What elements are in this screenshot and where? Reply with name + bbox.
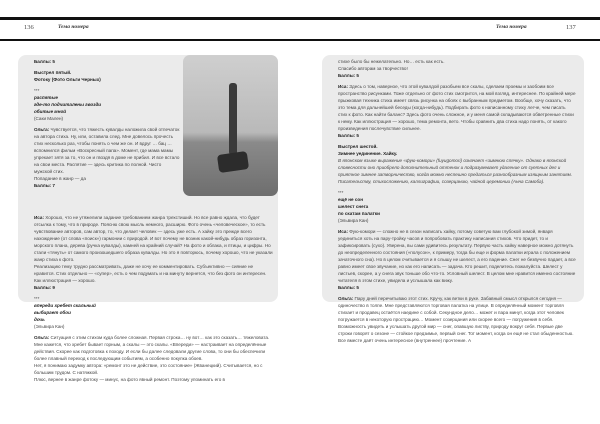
review-text: Первые две строки говорят о сезоне — стойкое предзимье, первый снег. Тот момент, когда он ещё не стал обыденностью. Все вместе даёт очень интересное (внутреннее) прочтение. А bbox=[338, 324, 574, 343]
review-text: Первую часть хайку наверное можно дотянуть до неопределенного состояния («полусон», к примеру, тогда бы еще и форма палатки играла с положением зачаточного сна). Но в целом считывается и я слышу не шелест, а его падение. Снег не безвучно падает, а все равно имеет свое звучание, но как его написать — задача. Кто решит, поделитесь пожалуйста. Шелест у листьев, скорее, а у снега звук тоньше обо что-то. Условный шелест. В целом мне нравится именно состояние читателя в этом стихе, увидела и услышала как вижу. bbox=[338, 243, 576, 283]
score: Баллы: 7 bbox=[34, 183, 55, 188]
poem-line: дочь bbox=[34, 317, 45, 322]
review-text: Чувствуется, что тяжесть кувалды наложила свой отпечаток на автора стиха. Ну, или, оставила след. Мне довелось прочесть стих несколько раз, чтобы понять о чем же он. И вдруг … бац … вспомнился фильм «Воскресный папа». Момент, где мама мамы упрекает зятя за то, что он и гвоздя в доме не прибил. И все встало на свои места. Распятие — здесь критика по полной. Чисто мужской стих. bbox=[34, 127, 180, 174]
review-text: Фую-комори — сложно не в сезон написать хайку, потому советую вам глубокой зимой, января уединиться хоть на пару-тройку часов и попробовать практику написания стихов. Что придет, то и зафиксировать (сухо). Уверена, вы сами удивитесь результату. bbox=[338, 229, 553, 248]
score: Баллы: 5 bbox=[34, 59, 55, 64]
text: стихе было бы нежелательно. Но… есть как есть. bbox=[338, 59, 445, 64]
review-text: Реализацию тему трудно рассматривать, даже не хочу ее комментировать. Субъективно — сияние не нравится. Стих отдельно — «супер», есть о чем подумать и на минуту вернется, что без фото он интересен. Как иллюстрация — хорошо. bbox=[34, 264, 267, 283]
review-text: Плюс, вернее в жанре фотоку — минус, на фото явный ремонт. Поэтому упоминать его в bbox=[34, 377, 225, 382]
score: Баллы: 5 bbox=[338, 133, 359, 138]
poem-line: обитые мной bbox=[34, 109, 67, 114]
left-column-top bbox=[34, 58, 180, 193]
poem-author: (Эльвира Кан) bbox=[34, 324, 65, 329]
shot-title: Выстрел пятый. bbox=[34, 70, 72, 75]
score: Баллы: 9 bbox=[34, 285, 55, 290]
poem-line: шелест снега bbox=[338, 204, 369, 209]
review-text: Пару дней перечитываю этот стих. Кручу, как ветки в руке. bbox=[354, 296, 480, 301]
reviewer-label: Иса: bbox=[338, 84, 348, 89]
page-number-right: 137 bbox=[566, 24, 576, 31]
review-text: Хорошо, что не утяжелили задание требованием жанра трехстиший. Но все равно ждала, что будет отсылка к тому, что в природе. Поясню свою мысль немного, расширю. Фото очень «человеческое», то есть чувствование авторов, сам автор, то, что делает человек — здесь уже есть. А хайку это прежде всего нахождение (от слова «поиск») гармонии с природой. И вот почему не возник какой-нибудь образ горизонта, морского плана, дерева (ручка кувалды), камней на крайний случай? На фото и облака, и птицы, и цифры. Но стали «тянуть» от самого произошедшего образа кувалды. Но это я повторюсь, почему хорошо, что не указали жанр стиха к фото. bbox=[34, 215, 273, 262]
poem-line: где-то подчиталены гвозди bbox=[34, 102, 102, 107]
poem-line: впереди хребет скальный bbox=[34, 303, 96, 308]
header-rule-bottom bbox=[0, 39, 600, 41]
shot-subtitle: Зимнее уединение. Хайку. bbox=[338, 151, 398, 156]
left-column-bottom bbox=[34, 214, 274, 387]
section-title-right: Тема номера bbox=[496, 24, 527, 30]
reviewer-label: Ольга: bbox=[34, 127, 50, 132]
intro-text: В японском языке выражение «фую-комори» (fuyugomori) означает «зимнюю спячку». Однако в японской словесности оно приобрело дополнительный оттенок и подразумевает удаление от суетных дел и приятное зимнее затворничество, когда можно неспешно предаться разнообразным изящным занятиям. Писательству, стихосложению, каллиграфии, созерцанию, чайной церемонии (Анна Самоба). bbox=[338, 158, 573, 184]
reviewer-label: Иса: bbox=[34, 215, 44, 220]
text: Спасибо авторам за творчество! bbox=[338, 66, 408, 71]
stars: *** bbox=[34, 296, 40, 301]
stars: *** bbox=[338, 190, 344, 195]
review-text: Ситуация с этим стихом куда более сложная. Первая строка… ну вот… как это сказать… тяжеловата. Мне кажется, что хребет бывает горным, а скалы — это скалы. «Впереди» — настраивает на определённые действия. Скорее как подготовка к походу. И если бы далее следовали другие слова, то они бы обеспечили более плавный переход к последующим событиям, а особенно покупка обоев. bbox=[34, 335, 270, 361]
review-text: Забавный смысл открылся сегодня — одиночество в толпе. Мне представляются торговая палатка на улице. В определённый момент торговля стихает и продавец остаётся наедине с собой. Секундное дело… может и пара минут, когда этот человек погружается в некоторую прострацию… Момент созерцания или скорее всего — погружения в себя. Возможность увидеть и услышать другой мир — снег, опавшую листву, природу вокруг себя. bbox=[338, 296, 564, 329]
score: Баллы: 5 bbox=[338, 73, 359, 78]
shot-subtitle: Фотоку (Фото Ольги Черных) bbox=[34, 77, 101, 82]
poem-line: по скатам палатки bbox=[338, 211, 380, 216]
page-number-left: 136 bbox=[24, 24, 34, 31]
review-text: Здесь о том, наверное, что этой кувалдой разобьем все скалы, сделаем проемы и заобоим все пространство рисунками. Тоже отдельно от фото стих смотрится, на мой взгляд, интереснее. По крайней мере прыжковая техника стиха имеет связь рисунка на обоях с выбранным предметом. bbox=[338, 84, 576, 103]
poem-line: распятые bbox=[34, 95, 58, 100]
reviewer-label: Ольга: bbox=[338, 296, 354, 301]
review-text: Вообще, хочу сказать, что это тема для дальнейшей беседы (когда-нибудь). Подбирать фото к написанному стиху легче, чем писать стих к фото. Как найти баланс? Здесь фото очень сложное, и у меня самой складываются обветренные стихи к нему. Как иллюстрация — хорошо, тема ремонта, вето. bbox=[338, 98, 574, 124]
review-text: Чтобы сравнить два стиха надо понять, от какого произведения послечувствие сильнее. bbox=[338, 119, 567, 131]
score: Баллы: 5 bbox=[338, 285, 359, 290]
section-title-left: Тема номера bbox=[58, 24, 89, 30]
header-rule-top bbox=[0, 17, 600, 20]
poem-author: (Саки Мален) bbox=[34, 116, 64, 121]
reviewer-label: Ольга: bbox=[34, 335, 50, 340]
sledgehammer-photo bbox=[183, 55, 278, 196]
poem-line: выбирает обои bbox=[34, 310, 71, 315]
poem-author: (Эльвира Кан) bbox=[338, 218, 369, 223]
poem-line: ещё не сон bbox=[338, 197, 364, 202]
stars: *** bbox=[34, 88, 40, 93]
review-text: Нет, я понимаю задумку автора: «ремонт это не действие, это состояние» (Жванецкий). Считывается, но с большим трудом. С натяжкой. bbox=[34, 363, 263, 375]
genre-hit: Попадание в жанр — да bbox=[34, 176, 86, 181]
reviewer-label: Иса: bbox=[338, 229, 348, 234]
shot-title: Выстрел шестой. bbox=[338, 144, 378, 149]
right-column bbox=[338, 58, 576, 348]
